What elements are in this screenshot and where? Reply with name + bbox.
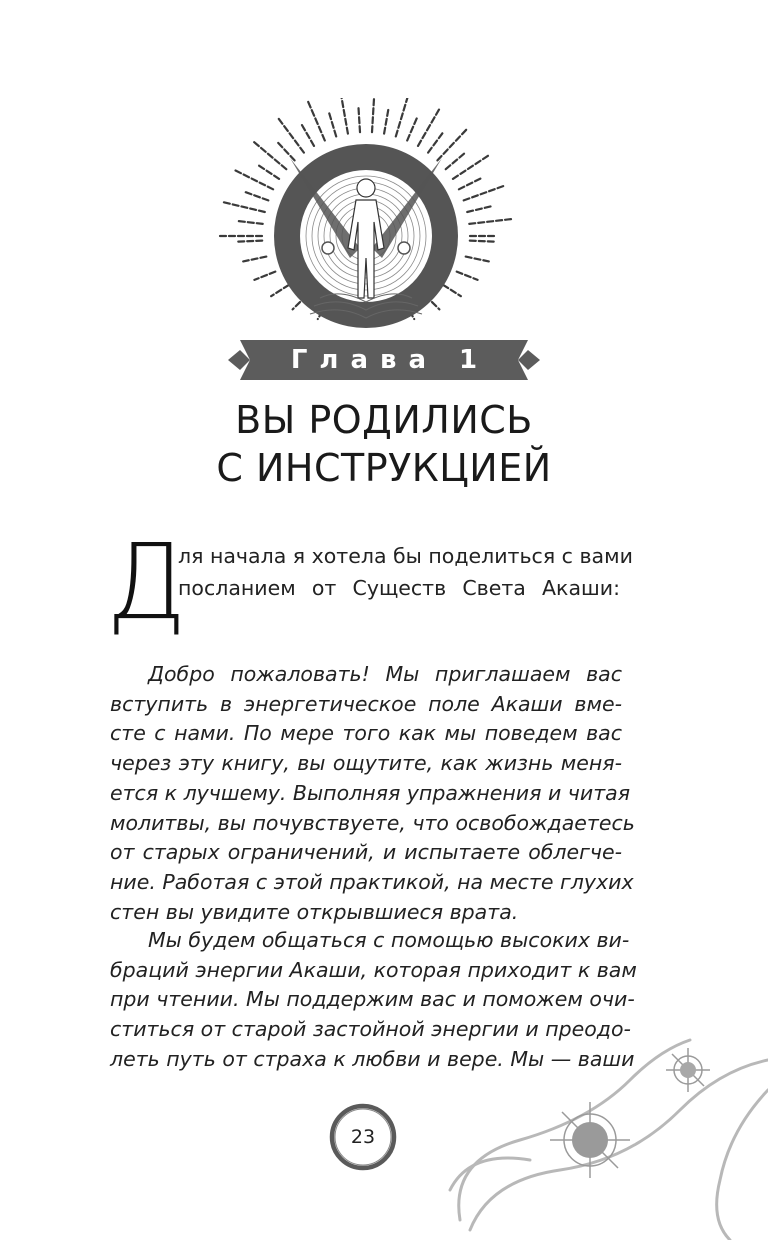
drop-cap: Д bbox=[106, 521, 187, 643]
text-line: ля начала я хотела бы поделиться с вами bbox=[178, 544, 633, 568]
paragraph bbox=[110, 660, 635, 927]
text-line: леть путь от страха к любви и вере. Мы — ваши bbox=[110, 1046, 635, 1071]
text-line: ние. Работая с этой практикой, на месте глухих bbox=[110, 869, 634, 894]
text-line: посланием от Существ Света Акаши: bbox=[178, 576, 620, 600]
chapter-title-line: ВЫ РОДИЛИСЬ bbox=[235, 398, 533, 442]
text-line: при чтении. Мы поддержим вас и поможем очи- bbox=[110, 987, 635, 1012]
chapter-title-line: С ИНСТРУКЦИЕЙ bbox=[216, 446, 552, 490]
text-line: браций энергии Акаши, которая приходит к вам bbox=[110, 957, 637, 982]
orbit-swirl-icon bbox=[430, 1020, 768, 1240]
chapter-title bbox=[0, 396, 768, 492]
text-line: ститься от старой застойной энергии и преодо- bbox=[110, 1017, 631, 1042]
text-line: Добро пожаловать! Мы приглашаем вас bbox=[148, 662, 622, 686]
text-line: стен вы увидите открывшиеся врата. bbox=[110, 899, 519, 924]
text-line: ется к лучшему. Выполняя упражнения и читая bbox=[110, 780, 631, 805]
chapter-banner bbox=[228, 340, 540, 380]
text-line: от старых ограничений, и испытаете облегче- bbox=[110, 840, 622, 865]
text-line: молитвы, вы почувствуете, что освобождаетесь bbox=[110, 810, 635, 835]
page-number: 23 bbox=[350, 1126, 376, 1148]
intro-text bbox=[178, 540, 633, 604]
text-line: вступить в энергетическое поле Акаши вме- bbox=[110, 691, 622, 716]
text-line: через эту книгу, вы ощутите, как жизнь меня- bbox=[110, 751, 622, 776]
text-line: сте с нами. По мере того как мы поведем вас bbox=[110, 721, 622, 746]
text-line: Мы будем общаться с помощью высоких ви- bbox=[148, 928, 630, 952]
chapter-label: Глава 1 bbox=[290, 345, 490, 375]
